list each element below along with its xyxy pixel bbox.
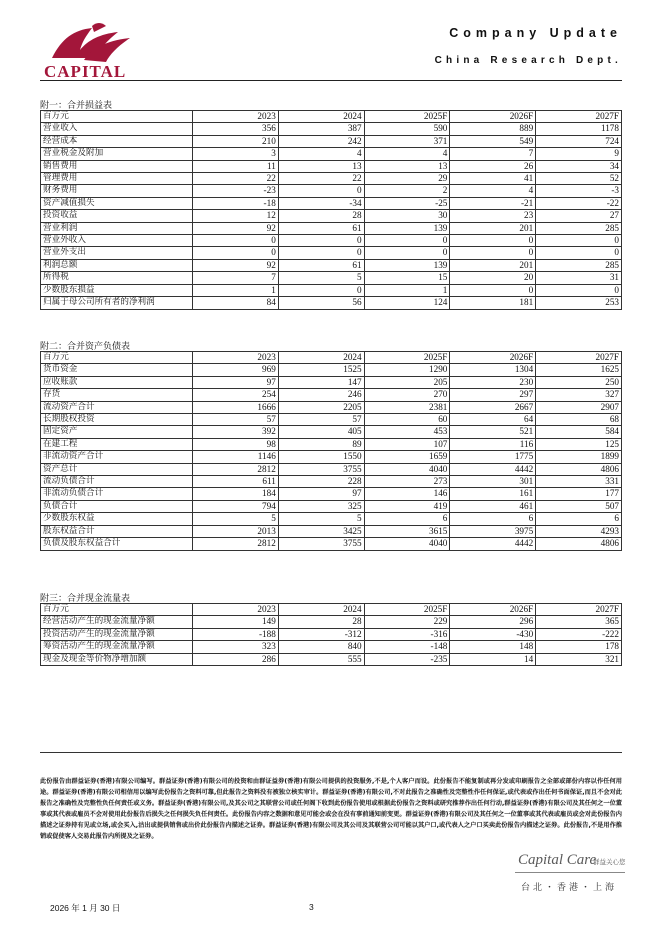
cell-value: 97 xyxy=(193,376,279,388)
cell-value: 5 xyxy=(278,513,364,525)
cell-value: 611 xyxy=(193,476,279,488)
year-header: 2026F xyxy=(450,111,536,123)
cell-value: 296 xyxy=(450,616,536,628)
cell-value: 405 xyxy=(278,426,364,438)
cell-value: 4 xyxy=(364,148,450,160)
cell-value: -34 xyxy=(278,197,364,209)
cell-value: 0 xyxy=(450,235,536,247)
cell-value: 0 xyxy=(278,247,364,259)
cell-value: 4040 xyxy=(364,463,450,475)
table-row xyxy=(41,259,622,271)
report-type-title: Company Update xyxy=(449,26,622,40)
table-row xyxy=(41,148,622,160)
cell-value: -222 xyxy=(536,628,622,640)
year-header: 2026F xyxy=(450,352,536,364)
cell-value: 2812 xyxy=(193,463,279,475)
cell-value: 29 xyxy=(364,173,450,185)
cell-value: 12 xyxy=(193,210,279,222)
row-label: 筹资活动产生的现金流量净额 xyxy=(41,641,193,653)
year-header: 2025F xyxy=(364,111,450,123)
table-row xyxy=(41,222,622,234)
cell-value: 1625 xyxy=(536,364,622,376)
cell-value: 9 xyxy=(536,148,622,160)
row-label: 所得税 xyxy=(41,272,193,284)
row-label: 销售费用 xyxy=(41,160,193,172)
cell-value: 98 xyxy=(193,438,279,450)
header-divider xyxy=(40,80,622,81)
cell-value: 14 xyxy=(450,653,536,665)
cell-value: 254 xyxy=(193,389,279,401)
row-label: 非流动资产合计 xyxy=(41,451,193,463)
cell-value: -430 xyxy=(450,628,536,640)
row-label: 长期股权投资 xyxy=(41,414,193,426)
row-label: 经营活动产生的现金流量净额 xyxy=(41,616,193,628)
row-label: 利润总额 xyxy=(41,259,193,271)
cell-value: 889 xyxy=(450,123,536,135)
cell-value: 285 xyxy=(536,222,622,234)
cell-value: 41 xyxy=(450,173,536,185)
table-row xyxy=(41,463,622,475)
cell-value: 3615 xyxy=(364,525,450,537)
row-label: 营业税金及附加 xyxy=(41,148,193,160)
row-label: 投资活动产生的现金流量净额 xyxy=(41,628,193,640)
cell-value: 116 xyxy=(450,438,536,450)
cell-value: 4442 xyxy=(450,463,536,475)
cell-value: 549 xyxy=(450,135,536,147)
cell-value: 3 xyxy=(193,148,279,160)
table-row xyxy=(41,389,622,401)
cell-value: 0 xyxy=(193,247,279,259)
row-label: 流动负债合计 xyxy=(41,476,193,488)
cell-value: 0 xyxy=(450,247,536,259)
cell-value: -316 xyxy=(364,628,450,640)
cell-value: 1290 xyxy=(364,364,450,376)
row-label: 投资收益 xyxy=(41,210,193,222)
cell-value: 139 xyxy=(364,259,450,271)
cell-value: 56 xyxy=(278,297,364,309)
cell-value: 286 xyxy=(193,653,279,665)
report-date: 2026 年 1 月 30 日 xyxy=(50,903,121,913)
table-header-row xyxy=(41,604,622,616)
year-header: 2024 xyxy=(278,111,364,123)
table-row xyxy=(41,628,622,640)
cell-value: 57 xyxy=(278,414,364,426)
cell-value: 89 xyxy=(278,438,364,450)
cell-value: 1304 xyxy=(450,364,536,376)
year-header: 2025F xyxy=(364,604,450,616)
row-label: 负债及股东权益合计 xyxy=(41,538,193,550)
cell-value: 26 xyxy=(450,160,536,172)
cell-value: 584 xyxy=(536,426,622,438)
cell-value: 3975 xyxy=(450,525,536,537)
cell-value: 0 xyxy=(536,247,622,259)
cell-value: 1 xyxy=(193,284,279,296)
cell-value: 52 xyxy=(536,173,622,185)
table-row xyxy=(41,272,622,284)
cell-value: 92 xyxy=(193,222,279,234)
cell-value: 205 xyxy=(364,376,450,388)
cell-value: 453 xyxy=(364,426,450,438)
page-number: 3 xyxy=(309,902,314,912)
table-row xyxy=(41,641,622,653)
cell-value: 3755 xyxy=(278,538,364,550)
cell-value: 57 xyxy=(193,414,279,426)
table-row xyxy=(41,247,622,259)
cell-value: 297 xyxy=(450,389,536,401)
table-header-row xyxy=(41,352,622,364)
cell-value: 61 xyxy=(278,222,364,234)
cell-value: 301 xyxy=(450,476,536,488)
cell-value: 285 xyxy=(536,259,622,271)
cell-value: 139 xyxy=(364,222,450,234)
cell-value: 419 xyxy=(364,500,450,512)
cell-value: 2812 xyxy=(193,538,279,550)
cell-value: 6 xyxy=(364,513,450,525)
row-label: 少数股东权益 xyxy=(41,513,193,525)
table-row xyxy=(41,185,622,197)
income-statement-title: 附一：合并损益表 xyxy=(40,101,113,111)
row-label: 资产总计 xyxy=(41,463,193,475)
cell-value: -22 xyxy=(536,197,622,209)
cell-value: 4 xyxy=(450,185,536,197)
cell-value: 3755 xyxy=(278,463,364,475)
cell-value: 1146 xyxy=(193,451,279,463)
year-header: 2027F xyxy=(536,604,622,616)
year-header: 2025F xyxy=(364,352,450,364)
cell-value: 124 xyxy=(364,297,450,309)
cell-value: -148 xyxy=(364,641,450,653)
row-label: 营业外收入 xyxy=(41,235,193,247)
cell-value: 1178 xyxy=(536,123,622,135)
unit-label: 百万元 xyxy=(41,604,193,616)
cell-value: 64 xyxy=(450,414,536,426)
cell-value: 371 xyxy=(364,135,450,147)
cell-value: 323 xyxy=(193,641,279,653)
cell-value: 0 xyxy=(364,235,450,247)
table-row xyxy=(41,160,622,172)
cell-value: 1666 xyxy=(193,401,279,413)
cell-value: 242 xyxy=(278,135,364,147)
cell-value: 20 xyxy=(450,272,536,284)
cell-value: 201 xyxy=(450,222,536,234)
cell-value: 178 xyxy=(536,641,622,653)
cell-value: 365 xyxy=(536,616,622,628)
cell-value: 28 xyxy=(278,616,364,628)
cell-value: 3425 xyxy=(278,525,364,537)
cell-value: 4040 xyxy=(364,538,450,550)
table-row xyxy=(41,197,622,209)
cell-value: 2205 xyxy=(278,401,364,413)
cell-value: 273 xyxy=(364,476,450,488)
cell-value: 246 xyxy=(278,389,364,401)
cell-value: 0 xyxy=(450,284,536,296)
cell-value: 149 xyxy=(193,616,279,628)
cell-value: 184 xyxy=(193,488,279,500)
row-label: 负债合计 xyxy=(41,500,193,512)
cell-value: 161 xyxy=(450,488,536,500)
row-label: 经营成本 xyxy=(41,135,193,147)
cell-value: -3 xyxy=(536,185,622,197)
capital-care-tagline: 群益关心您 xyxy=(593,858,626,866)
row-label: 营业收入 xyxy=(41,123,193,135)
cell-value: 148 xyxy=(450,641,536,653)
table-row xyxy=(41,235,622,247)
legal-disclaimer: 此份报告由群益证券(香港)有限公司编写。群益证券(香港)有限公司的投资和由群证益券(香港)有限公司提供的投资服务,不是,个人客户而设。此份报告不能复制或再分发或印刷报告之全部或部份内容以作任何用途。群益证券(香港)有限公司相信用以编写此份报告之资料可靠,但此报告之资料没有被独立核实审计。群益证券(香港)有限公司,不对此报告之准确性及完整性作任何保证,或代表或作出任何书面保证,而且不会对此报告之准确性及完整性负任何责任或义务。群益证券(香港)有限公司,及其公司之其联营公司或任何阁下收到此份报告使用或根据此份报告之资料或研究推荐作出任何行动,群益证券(香港)有限公司及其任何之一位董事或其代表或雇员不会对使用此份报告后损失之任何损失负任何责任。此份报告内容之数据和意见可能会或会在没有事前通知前变更。群益证券(香港)有限公司及其任何之一位董事或其代表或雇员或会对此份报告内描述之证券持有见或立场,或会买入,沽出或提供销售或出价此份报告内描述之证券。群益证券(香港)有限公司及其公司及其联营公司可能以其户口,或代表人之户口买卖此份报告内描述之证券。此份报告,不是用作推销或促使客人交易此报告内所提及之证券。 xyxy=(40,778,622,840)
unit-label: 百万元 xyxy=(41,352,193,364)
cash-flow-table xyxy=(40,603,622,666)
table-row xyxy=(41,284,622,296)
cell-value: 461 xyxy=(450,500,536,512)
cell-value: 0 xyxy=(364,247,450,259)
cell-value: 2 xyxy=(364,185,450,197)
row-label: 在建工程 xyxy=(41,438,193,450)
table-header-row xyxy=(41,111,622,123)
year-header: 2027F xyxy=(536,352,622,364)
cell-value: 724 xyxy=(536,135,622,147)
row-label: 营业利润 xyxy=(41,222,193,234)
cell-value: 228 xyxy=(278,476,364,488)
cell-value: 250 xyxy=(536,376,622,388)
cell-value: 2013 xyxy=(193,525,279,537)
table-row xyxy=(41,653,622,665)
cell-value: 210 xyxy=(193,135,279,147)
table-row xyxy=(41,488,622,500)
table-row xyxy=(41,525,622,537)
table-row xyxy=(41,376,622,388)
capital-care-logo: Capital Care xyxy=(518,852,597,868)
cell-value: 60 xyxy=(364,414,450,426)
cell-value: 6 xyxy=(536,513,622,525)
row-label: 流动资产合计 xyxy=(41,401,193,413)
row-label: 固定资产 xyxy=(41,426,193,438)
cell-value: 0 xyxy=(278,185,364,197)
year-header: 2023 xyxy=(193,604,279,616)
cell-value: 6 xyxy=(450,513,536,525)
cell-value: 27 xyxy=(536,210,622,222)
cell-value: 270 xyxy=(364,389,450,401)
table-row xyxy=(41,297,622,309)
brand-divider xyxy=(515,872,625,873)
table-row xyxy=(41,500,622,512)
year-header: 2024 xyxy=(278,352,364,364)
cell-value: 253 xyxy=(536,297,622,309)
year-header: 2026F xyxy=(450,604,536,616)
cell-value: 31 xyxy=(536,272,622,284)
cell-value: 22 xyxy=(278,173,364,185)
table-row xyxy=(41,476,622,488)
row-label: 资产减值损失 xyxy=(41,197,193,209)
row-label: 存货 xyxy=(41,389,193,401)
table-row xyxy=(41,426,622,438)
office-cities: 台北・香港・上海 xyxy=(521,883,618,893)
logo-wordmark: CAPITAL xyxy=(44,62,127,81)
cell-value: 146 xyxy=(364,488,450,500)
cell-value: 1525 xyxy=(278,364,364,376)
cell-value: 794 xyxy=(193,500,279,512)
cell-value: 125 xyxy=(536,438,622,450)
cell-value: 392 xyxy=(193,426,279,438)
row-label: 归属于母公司所有者的净利润 xyxy=(41,297,193,309)
table-row xyxy=(41,538,622,550)
table-row xyxy=(41,451,622,463)
cell-value: 2381 xyxy=(364,401,450,413)
year-header: 2023 xyxy=(193,352,279,364)
cell-value: 507 xyxy=(536,500,622,512)
cell-value: 11 xyxy=(193,160,279,172)
cell-value: 325 xyxy=(278,500,364,512)
row-label: 营业外支出 xyxy=(41,247,193,259)
cell-value: 5 xyxy=(193,513,279,525)
cell-value: 107 xyxy=(364,438,450,450)
cell-value: 356 xyxy=(193,123,279,135)
table-row xyxy=(41,135,622,147)
cell-value: 34 xyxy=(536,160,622,172)
income-statement-table xyxy=(40,110,622,310)
table-row xyxy=(41,401,622,413)
cell-value: 331 xyxy=(536,476,622,488)
table-row xyxy=(41,123,622,135)
disclaimer-divider xyxy=(40,752,622,753)
balance-sheet-table xyxy=(40,351,622,551)
cell-value: 1775 xyxy=(450,451,536,463)
cell-value: 969 xyxy=(193,364,279,376)
cell-value: 7 xyxy=(450,148,536,160)
cell-value: 230 xyxy=(450,376,536,388)
cell-value: 327 xyxy=(536,389,622,401)
cell-value: 4293 xyxy=(536,525,622,537)
row-label: 货币资金 xyxy=(41,364,193,376)
row-label: 现金及现金等价物净增加额 xyxy=(41,653,193,665)
cell-value: -25 xyxy=(364,197,450,209)
cell-value: 61 xyxy=(278,259,364,271)
cell-value: 0 xyxy=(536,235,622,247)
cell-value: 555 xyxy=(278,653,364,665)
cell-value: 30 xyxy=(364,210,450,222)
cell-value: 4442 xyxy=(450,538,536,550)
row-label: 股东权益合计 xyxy=(41,525,193,537)
cell-value: -18 xyxy=(193,197,279,209)
cell-value: 22 xyxy=(193,173,279,185)
cell-value: 229 xyxy=(364,616,450,628)
year-header: 2027F xyxy=(536,111,622,123)
cell-value: -21 xyxy=(450,197,536,209)
cell-value: 147 xyxy=(278,376,364,388)
cell-value: 4806 xyxy=(536,463,622,475)
row-label: 应收账款 xyxy=(41,376,193,388)
cell-value: -235 xyxy=(364,653,450,665)
cell-value: 840 xyxy=(278,641,364,653)
cell-value: 2667 xyxy=(450,401,536,413)
cell-value: 201 xyxy=(450,259,536,271)
balance-sheet-title: 附二：合并资产负债表 xyxy=(40,342,131,352)
year-header: 2024 xyxy=(278,604,364,616)
row-label: 少数股东损益 xyxy=(41,284,193,296)
table-row xyxy=(41,414,622,426)
cell-value: 1899 xyxy=(536,451,622,463)
table-row xyxy=(41,616,622,628)
cell-value: 13 xyxy=(278,160,364,172)
cell-value: 1 xyxy=(364,284,450,296)
cell-value: 4806 xyxy=(536,538,622,550)
cell-value: 7 xyxy=(193,272,279,284)
table-row xyxy=(41,210,622,222)
cell-value: 13 xyxy=(364,160,450,172)
cell-value: 0 xyxy=(193,235,279,247)
cell-value: 387 xyxy=(278,123,364,135)
cell-value: 177 xyxy=(536,488,622,500)
cell-value: 321 xyxy=(536,653,622,665)
cell-value: 4 xyxy=(278,148,364,160)
row-label: 非流动负债合计 xyxy=(41,488,193,500)
cell-value: 15 xyxy=(364,272,450,284)
cell-value: 68 xyxy=(536,414,622,426)
cell-value: 590 xyxy=(364,123,450,135)
cell-value: 92 xyxy=(193,259,279,271)
cell-value: 181 xyxy=(450,297,536,309)
cell-value: 1550 xyxy=(278,451,364,463)
cell-value: 84 xyxy=(193,297,279,309)
cell-value: -23 xyxy=(193,185,279,197)
table-row xyxy=(41,438,622,450)
cell-value: 28 xyxy=(278,210,364,222)
row-label: 财务费用 xyxy=(41,185,193,197)
cell-value: 2907 xyxy=(536,401,622,413)
cell-value: 97 xyxy=(278,488,364,500)
cell-value: 0 xyxy=(278,235,364,247)
unit-label: 百万元 xyxy=(41,111,193,123)
table-row xyxy=(41,364,622,376)
cell-value: -312 xyxy=(278,628,364,640)
cell-value: 0 xyxy=(278,284,364,296)
cell-value: 5 xyxy=(278,272,364,284)
cell-value: -188 xyxy=(193,628,279,640)
cell-value: 0 xyxy=(536,284,622,296)
department-subtitle: China Research Dept. xyxy=(434,55,622,66)
cell-value: 521 xyxy=(450,426,536,438)
cell-value: 1659 xyxy=(364,451,450,463)
row-label: 管理费用 xyxy=(41,173,193,185)
cash-flow-title: 附三：合并现金流量表 xyxy=(40,594,131,604)
cell-value: 23 xyxy=(450,210,536,222)
table-row xyxy=(41,513,622,525)
year-header: 2023 xyxy=(193,111,279,123)
table-row xyxy=(41,173,622,185)
